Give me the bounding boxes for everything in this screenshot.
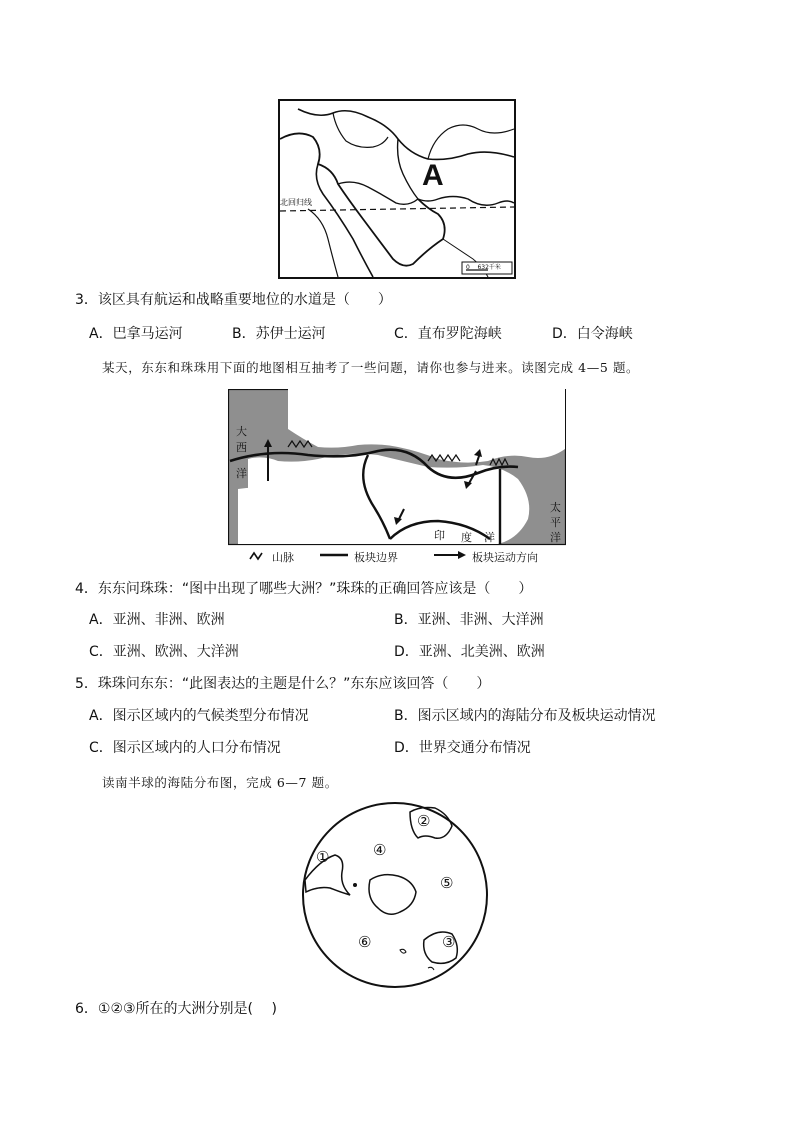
plate-map — [228, 389, 566, 564]
q3-option-c[interactable]: C．直布罗陀海峡 — [394, 326, 502, 342]
label-atlantic-1: 大 — [236, 425, 247, 438]
q3-option-b[interactable]: B．苏伊士运河 — [232, 326, 326, 342]
map3-label-4: ④ — [373, 841, 387, 859]
map3-label-5: ⑤ — [440, 874, 454, 892]
map3-label-6: ⑥ — [358, 933, 372, 951]
q3-option-a[interactable]: A．巴拿马运河 — [89, 326, 183, 342]
question-3-stem: 3．该区具有航运和战略重要地位的水道是（ ） — [75, 292, 392, 308]
map3-label-3: ③ — [442, 933, 456, 951]
plate-map-graphic — [228, 389, 566, 564]
southern-hemisphere-graphic — [300, 800, 490, 990]
middle-east-map-graphic — [278, 99, 516, 279]
middle-east-map — [278, 99, 516, 279]
southern-hemisphere-map — [300, 800, 490, 990]
q4-option-b[interactable]: B．亚洲、非洲、大洋洲 — [394, 612, 544, 628]
label-indian-2: 度 — [461, 531, 472, 544]
q3-option-d[interactable]: D．白令海峡 — [552, 326, 633, 342]
question-6-stem: 6．①②③所在的大洲分别是( ) — [75, 1001, 277, 1017]
map3-label-1: ① — [316, 848, 330, 866]
legend-mountain-label: 山脉 — [272, 551, 294, 564]
q4-option-c[interactable]: C．亚洲、欧洲、大洋洲 — [89, 644, 239, 660]
intro-4-5: 某天，东东和珠珠用下面的地图相互抽考了一些问题，请你也参与进来。读图完成 4—5 题。 — [102, 360, 640, 375]
q4-option-a[interactable]: A．亚洲、非洲、欧洲 — [89, 612, 225, 628]
label-pacific-3: 洋 — [550, 531, 561, 544]
legend-motion-label: 板块运动方向 — [472, 551, 538, 564]
intro-6-7: 读南半球的海陆分布图，完成 6—7 题。 — [102, 775, 338, 790]
label-atlantic-3: 洋 — [236, 467, 247, 480]
q5-option-d[interactable]: D．世界交通分布情况 — [394, 740, 531, 756]
q5-option-a[interactable]: A．图示区域内的气候类型分布情况 — [89, 708, 309, 724]
question-4-stem: 4．东东问珠珠：“图中出现了哪些大洲？”珠珠的正确回答应该是（ ） — [75, 581, 533, 597]
label-indian-3: 洋 — [484, 531, 495, 544]
label-pacific-1: 太 — [550, 501, 561, 514]
legend-boundary-label: 板块边界 — [354, 551, 398, 564]
map-label-a: A — [422, 159, 444, 192]
q4-option-d[interactable]: D．亚洲、北美洲、欧洲 — [394, 644, 545, 660]
label-pacific-2: 平 — [550, 516, 561, 529]
label-atlantic-2: 西 — [236, 441, 247, 454]
tropic-label: 北回归线 — [280, 198, 312, 207]
q5-option-c[interactable]: C．图示区域内的人口分布情况 — [89, 740, 281, 756]
scale-label: 0 632千米 — [466, 264, 501, 271]
q5-option-b[interactable]: B．图示区域内的海陆分布及板块运动情况 — [394, 708, 656, 724]
map3-label-2: ② — [417, 812, 431, 830]
question-5-stem: 5．珠珠问东东：“此图表达的主题是什么？”东东应该回答（ ） — [75, 676, 491, 692]
label-indian-1: 印 — [434, 529, 445, 542]
